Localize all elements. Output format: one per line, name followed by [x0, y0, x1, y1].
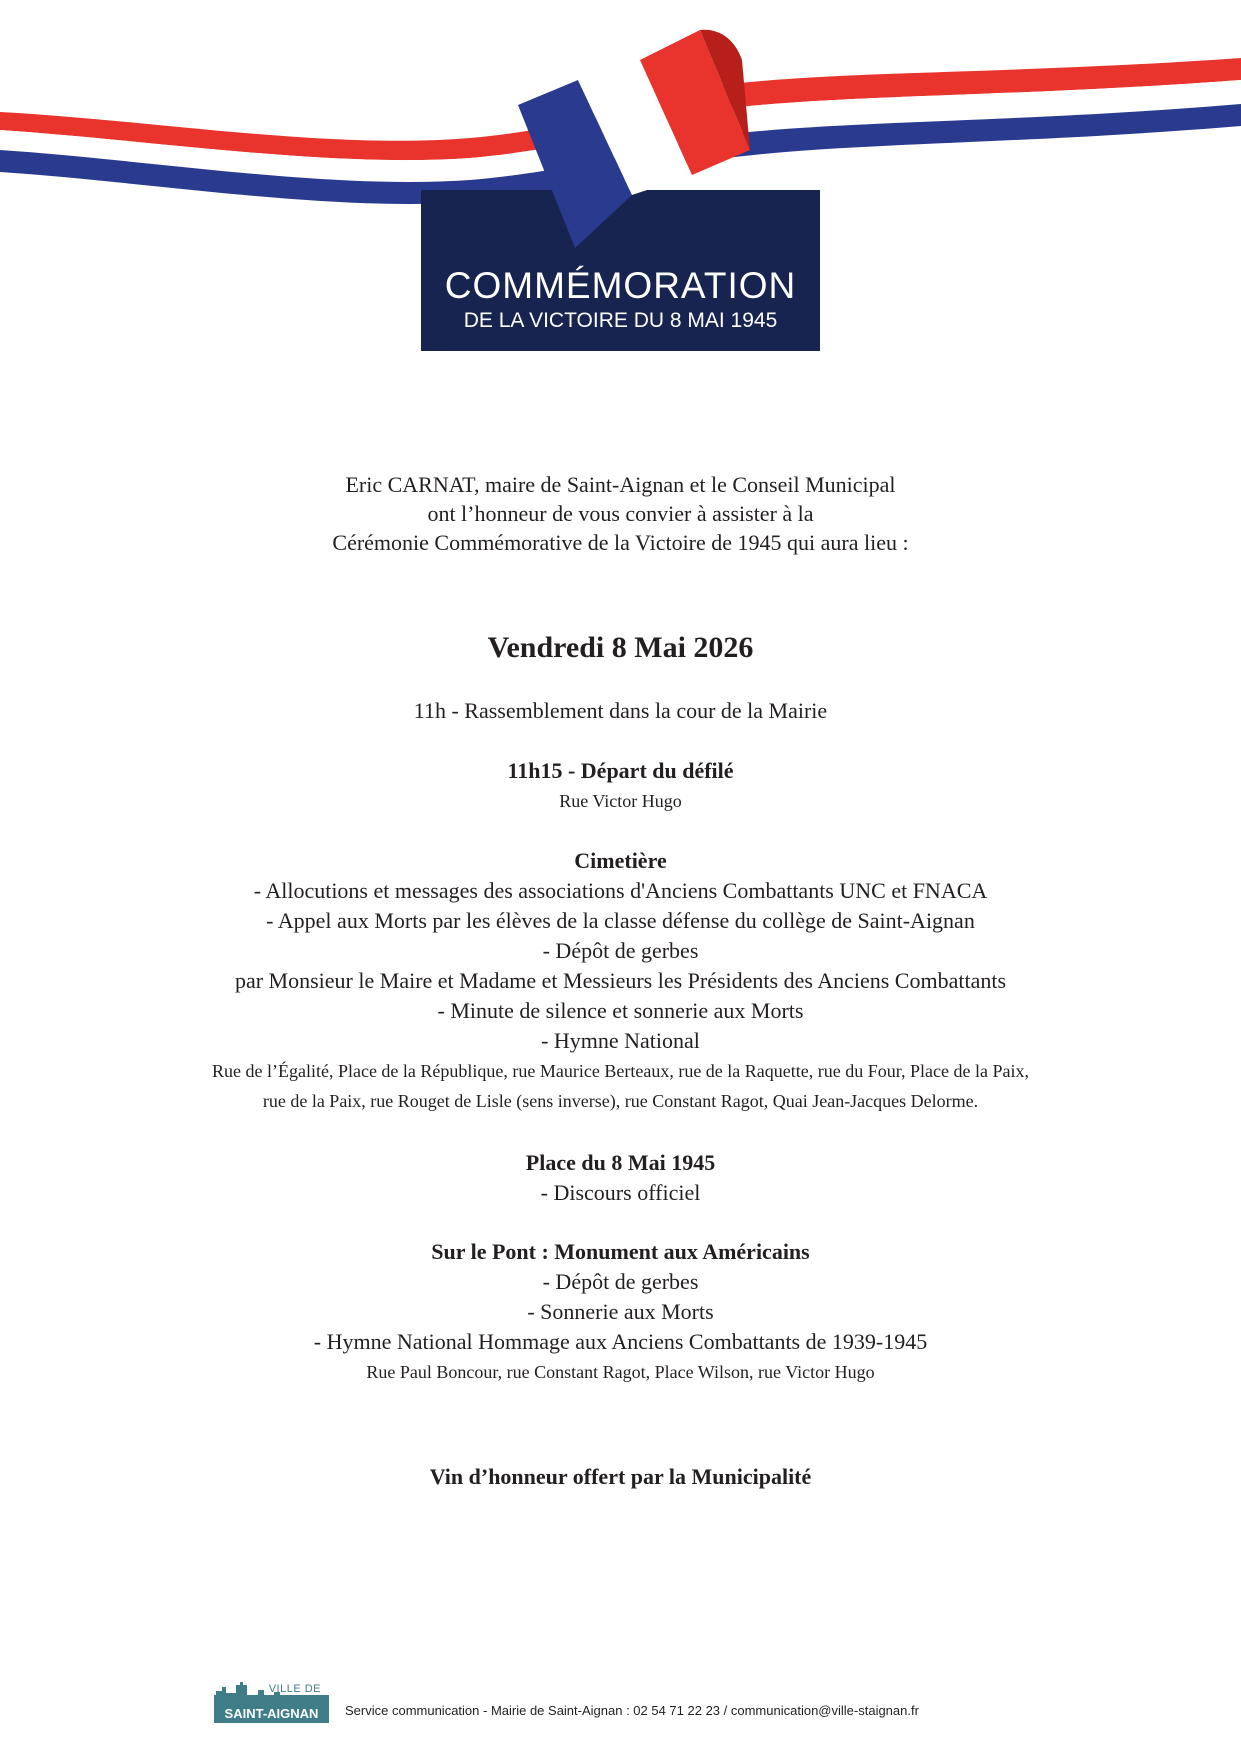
page-subtitle: DE LA VICTOIRE DU 8 MAI 1945	[463, 309, 778, 332]
cimetiere-item: - Appel aux Morts par les élèves de la classe défense du collège de Saint-Aignan	[266, 908, 975, 933]
cimetiere-title: Cimetière	[574, 848, 667, 873]
pont-route: Rue Paul Boncour, rue Constant Ragot, Place Wilson, rue Victor Hugo	[366, 1362, 875, 1382]
cimetiere-item: par Monsieur le Maire et Madame et Messieurs les Présidents des Anciens Combattants	[234, 968, 1007, 993]
rassemblement-line: 11h - Rassemblement dans la cour de la Mairie	[413, 698, 828, 723]
intro-line-2: ont l’honneur de vous convier à assister à la	[427, 501, 814, 526]
city-logo	[214, 1681, 329, 1723]
footer	[214, 1681, 1074, 1731]
intro-line-3: Cérémonie Commémorative de la Victoire de 1945 qui aura lieu :	[332, 530, 909, 555]
place-item: - Discours officiel	[540, 1180, 701, 1205]
folded-flag	[0, 0, 1241, 380]
logo-city-name: SAINT-AIGNAN	[224, 1706, 319, 1721]
cimetiere-route-2: rue de la Paix, rue Rouget de Lisle (sens inverse), rue Constant Ragot, Quai Jean-Jacques Delorme.	[262, 1091, 979, 1111]
cimetiere-route-1: Rue de l’Égalité, Place de la République, rue Maurice Berteaux, rue de la Raquette, rue du Four, Place de la Paix,	[212, 1061, 1029, 1081]
pont-item: - Hymne National Hommage aux Anciens Combattants de 1939-1945	[313, 1329, 928, 1354]
invitation-text	[0, 470, 1241, 557]
contact-info: Service communication - Mairie de Saint-Aignan : 02 54 71 22 23 / communication@ville-staignan.fr	[345, 1703, 919, 1718]
pont-title: Sur le Pont : Monument aux Américains	[431, 1239, 810, 1264]
place-title: Place du 8 Mai 1945	[525, 1150, 716, 1175]
program-pont	[0, 1237, 1241, 1387]
program-depart	[0, 756, 1241, 816]
program-place	[0, 1148, 1241, 1208]
intro-line-1: Eric CARNAT, maire de Saint-Aignan et le Conseil Municipal	[345, 472, 896, 497]
pont-item: - Sonnerie aux Morts	[527, 1299, 714, 1324]
vin-honneur: Vin d’honneur offert par la Municipalité	[429, 1464, 812, 1489]
cimetiere-item: - Allocutions et messages des associations d'Anciens Combattants UNC et FNACA	[253, 878, 988, 903]
depart-route: Rue Victor Hugo	[559, 791, 682, 811]
program-vin	[0, 1462, 1241, 1492]
cimetiere-item: - Minute de silence et sonnerie aux Morts	[437, 998, 804, 1023]
program-rassemblement	[0, 696, 1241, 726]
program-cimetiere	[0, 846, 1241, 1116]
logo-prefix: VILLE DE	[268, 1683, 321, 1695]
event-date: Vendredi 8 Mai 2026	[487, 631, 754, 664]
pont-item: - Dépôt de gerbes	[542, 1269, 699, 1294]
page-title: COMMÉMORATION	[444, 265, 797, 306]
cimetiere-item: - Dépôt de gerbes	[542, 938, 699, 963]
cimetiere-item: - Hymne National	[541, 1028, 700, 1053]
depart-title: 11h15 - Départ du défilé	[507, 758, 734, 783]
